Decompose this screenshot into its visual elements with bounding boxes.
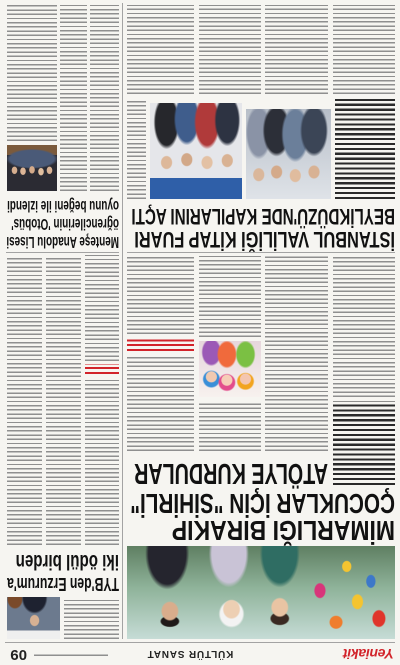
main-story-headline [127, 489, 395, 544]
body-text-column [127, 355, 194, 451]
body-text-column [60, 5, 87, 191]
tyb-headline-line-1: TYB'den Erzurum'a [7, 574, 119, 594]
body-text-column [265, 256, 328, 451]
body-text-column [127, 5, 194, 94]
main-headline-line-3: ATÖLYE KURDULAR [134, 457, 328, 489]
tyb-award-photo [7, 597, 60, 639]
main-story-photo [127, 546, 395, 639]
tyb-headline [6, 549, 119, 594]
main-story-lead [333, 401, 395, 485]
body-text-column [85, 377, 119, 545]
book-fair-photo-2 [150, 103, 242, 199]
second-story-lead [335, 99, 395, 199]
body-text-column [90, 5, 119, 191]
story-divider [6, 252, 119, 253]
date-line [34, 652, 108, 656]
workshop-dolls-photo [199, 341, 261, 397]
body-text-column [7, 5, 57, 141]
header-rule [5, 642, 395, 643]
section-title: KÜLTÜR SANAT [146, 648, 234, 659]
book-fair-photo-1 [246, 109, 331, 199]
body-text-column [199, 256, 261, 337]
body-text-column [199, 401, 261, 451]
body-text-column [265, 5, 328, 94]
body-text-column [333, 256, 395, 397]
mentese-headline [6, 196, 119, 250]
body-text-column [333, 5, 395, 94]
body-text-column [199, 5, 261, 94]
body-text-column [7, 255, 42, 545]
body-text-column [127, 256, 194, 334]
main-headline-line-2: ÇOCUKLAR İÇİN "SİHİRLİ" [130, 488, 395, 519]
body-text-column [127, 99, 146, 199]
main-story-headline-end [128, 457, 328, 488]
body-text-column [46, 255, 81, 545]
mentese-headline-line-3: oyunu beğeni ile izlendi [7, 197, 119, 214]
school-play-photo [7, 145, 57, 191]
second-story-headline [127, 204, 395, 250]
story-divider [127, 252, 395, 253]
body-text-column [85, 255, 119, 361]
page-number: 09 [10, 646, 27, 663]
main-headline-line-1: MİMARLIĞI BIRAKIP [171, 515, 395, 546]
red-subhead [85, 364, 119, 374]
column-divider [122, 3, 123, 639]
tyb-headline-line-2: iki ödül birden [15, 550, 119, 573]
body-text-column [64, 597, 119, 639]
newspaper-logo: Yeniakit [343, 646, 394, 662]
second-headline-line-1: İSTANBUL VALİLİĞİ KİTAP FUARI [134, 227, 395, 252]
second-headline-line-2: BEYLİKDÜZÜ'NDE KAPILARINI AÇTI [131, 204, 395, 229]
mentese-headline-line-1: Menteşe Anadolu Lisesi [6, 233, 119, 250]
mentese-headline-line-2: öğrencilerinin 'Otobüs' [11, 215, 119, 232]
red-subhead [127, 337, 194, 351]
